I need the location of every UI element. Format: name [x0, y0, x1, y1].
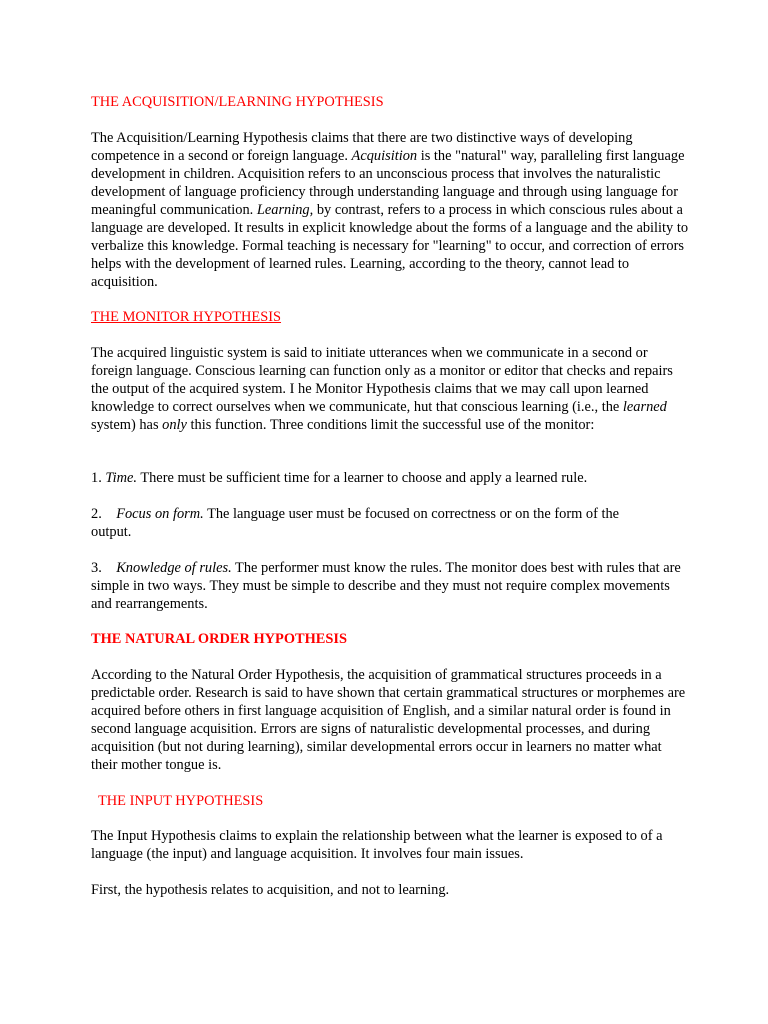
acquisition-text-b: is the "natural" way, paralleling first language development in children. Acquisition refers to an unconscious process that involves the naturalistic development of language proficiency through understanding language and through using language for meaningful communication.	[91, 148, 685, 218]
condition-3-term: Knowledge of rules.	[116, 560, 232, 576]
learning-term: Learning,	[256, 202, 314, 218]
input-paragraph-1: The Input Hypothesis claims to explain the relationship between what the learner is exposed to of a language (the input) and language acquisition. It involves four main issues.	[91, 828, 663, 862]
condition-3-number: 3.	[91, 560, 102, 576]
condition-1-text: There must be sufficient time for a learner to choose and apply a learned rule.	[136, 470, 588, 486]
monitor-text-a: The acquired linguistic system is said to initiate utterances when we communicate in a second or foreign language. Conscious learning can function only as a monitor or editor that checks and repairs the output of the acquired system. I he Monitor Hypothesis claims that we may call upon learned knowledge to correct ourselves when we communicate, hut that conscious learning (i.e., the	[91, 345, 673, 415]
natural-order-heading: THE NATURAL ORDER HYPOTHESIS	[91, 631, 348, 647]
natural-order-paragraph: According to the Natural Order Hypothesis, the acquisition of grammatical structures proceeds in a predictable order. Research is said to have shown that certain grammatical structures or morphemes are acquired before others in first language acquisition of English, and a similar natural order is found in second language acquisition. Errors are signs of naturalistic developmental processes, and during acquisition (but not during learning), similar developmental errors occur in learners no matter what their mother tongue is.	[91, 667, 686, 773]
condition-3-text: The performer must know the rules. The monitor does best with rules that are simple in two ways. They must be simple to describe and they must not require complex movements and rearrangements.	[91, 560, 681, 612]
condition-2	[91, 505, 631, 541]
learned-term: learned	[622, 399, 667, 415]
acquisition-term: Acquisition	[351, 148, 418, 164]
condition-1-term: Time.	[105, 470, 137, 486]
monitor-heading: THE MONITOR HYPOTHESIS	[91, 309, 282, 325]
condition-2-number: 2.	[91, 506, 102, 522]
input-heading: THE INPUT HYPOTHESIS	[98, 793, 264, 809]
monitor-paragraph	[91, 344, 691, 434]
acquisition-heading: THE ACQUISITION/LEARNING HYPOTHESIS	[91, 94, 384, 110]
acquisition-text-a: The Acquisition/Learning Hypothesis claims that there are two distinctive ways of developing competence in a second or foreign language.	[91, 130, 633, 164]
condition-3	[91, 559, 691, 613]
condition-2-term: Focus on form.	[116, 506, 204, 522]
input-paragraph-2: First, the hypothesis relates to acquisition, and not to learning.	[91, 882, 450, 898]
condition-1	[91, 469, 691, 487]
monitor-text-c: this function. Three conditions limit the successful use of the monitor:	[186, 417, 595, 433]
acquisition-paragraph	[91, 129, 691, 291]
acquisition-text-c: by contrast, refers to a process in which conscious rules about a language are developed. It results in explicit knowledge about the forms of a language and the ability to verbalize this knowledge. Formal teaching is necessary for "learning" to occur, and correction of errors helps with the development of learned rules. Learning, according to the theory, cannot lead to acquisition.	[91, 202, 689, 290]
condition-1-number: 1.	[91, 470, 106, 486]
condition-2-text: The language user must be focused on correctness or on the form of the output.	[91, 506, 620, 540]
monitor-text-b: system) has	[91, 417, 163, 433]
only-term: only	[162, 417, 187, 433]
